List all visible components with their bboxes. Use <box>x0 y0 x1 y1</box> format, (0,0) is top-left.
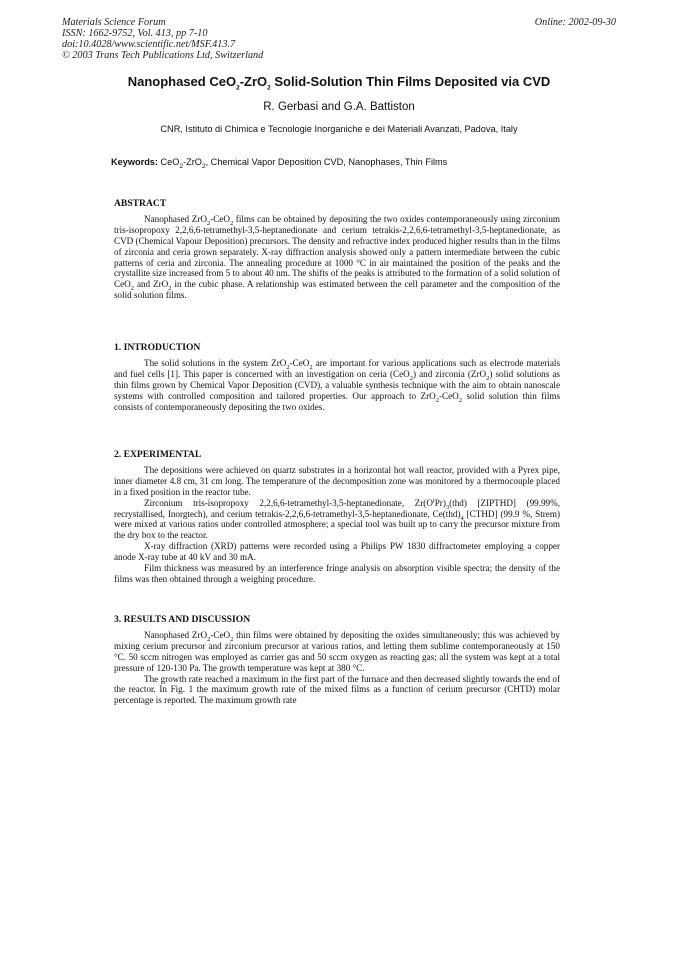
experimental-section <box>114 450 560 585</box>
results-heading: 3. RESULTS AND DISCUSSION <box>114 614 251 625</box>
copyright-line: © 2003 Trans Tech Publications Ltd, Switzerland <box>62 50 264 61</box>
introduction-heading: 1. INTRODUCTION <box>114 342 201 353</box>
results-paragraph-2: The growth rate reached a maximum in the first part of the furnace and then decreased slightly towards the end of the reactor. In Fig. 1 the maximum growth rate of the mixed films as a function of cerium precursor (CHTD) molar percentage is reported. The maximum growth rate <box>114 673 560 706</box>
doi-line: doi:10.4028/www.scientific.net/MSF.413.7 <box>62 39 236 50</box>
experimental-paragraph-3: X-ray diffraction (XRD) patterns were recorded using a Philips PW 1830 diffractometer employing a copper anode X-ray tube at 40 kV and 30 mA. <box>114 541 560 563</box>
experimental-paragraph-4: Film thickness was measured by an interference fringe analysis on absorption visible spectra; the density of the films was then obtained through a weighing procedure. <box>114 563 560 584</box>
journal-name: Materials Science Forum <box>62 17 166 28</box>
paper-title: Nanophased CeO$_2$-ZrO$_2$ Solid-Solution Thin Films Deposited via CVD <box>127 74 551 92</box>
results-section <box>114 615 560 706</box>
abstract-heading: ABSTRACT <box>114 198 167 209</box>
affiliation: CNR, Istituto di Chimica e Tecnologie Inorganiche e dei Materiali Avanzati, Padova, Italy <box>160 124 518 134</box>
abstract-paragraph: Nanophased ZrO$_2$-CeO$_2$ films can be obtained by depositing the two oxides contemporaneously using zirconium tris-isopropoxy 2,2,6,6-tetramethyl-3,5-heptanedionate and cerium tetrakis-2,2,6,6-tetramethyl-3,5-heptanedionate, as CVD (Chemical Vapour Deposition) precursors. The density and refractive index produced higher results than in the films of zirconia and ceria grown separately. X-ray diffraction analysis showed only a pattern intermediate between the cubic patterns of ceria and zirconia. The annealing procedure at 1000 °C in air maintained the position of the peaks and the crystallite size increased from 5 to about 40 nm. The shifts of the peaks is attributed to the formation of a solid solution of CeO$_2$ and ZrO$_2$ in the cubic phase. A relationship was estimated between the cell parameter and the composition of the solid solution films. <box>114 213 560 301</box>
journal-header <box>62 17 263 61</box>
abstract-section <box>114 199 560 301</box>
experimental-paragraph-2: Zirconium tris-isopropoxy 2,2,6,6-tetramethyl-3,5-heptanedionate, $Zr(O^iPr)_3(thd)$ [ZIPTHD] (99.99%, recrystallised, Inorgtech), and cerium tetrakis-2,2,6,6-tetramethyl-3,5-heptanedionate, $Ce(thd)_4$ [CTHD] (99.9 %, Strem) were mixed at various ratios under controlled atmosphere; a special tool was built up to carry the precursor mixture from the dry box to the reactor. <box>114 496 560 541</box>
introduction-paragraph: The solid solutions in the system ZrO$_2$-CeO$_2$ are important for various applications such as electrode materials and fuel cells [1]. This paper is concerned with an investigation on ceria (CeO$_2$) and zirconia (ZrO$_2$) solid solutions as thin films grown by Chemical Vapor Deposition (CVD), a valuable synthesis technique with the aim to obtain nanoscale systems with controlled composition and tailored properties. Our approach to ZrO$_2$-CeO$_2$ solid solution thin films consists of contemporaneously depositing the two oxides. <box>114 357 561 412</box>
results-paragraph-1: Nanophased ZrO$_2$-CeO$_2$ thin films were obtained by depositing the oxides simultaneously; this was achieved by mixing cerium precursor and zirconium precursor at various ratios, and letting them sublime contemporaneously at 150 °C. 50 sccm nitrogen was employed as carrier gas and 50 sccm oxygen as reacting gas; all the system was kept at a total pressure of 120-130 Pa. The growth temperature was kept at 380 °C. <box>114 629 560 673</box>
keywords-label: Keywords: <box>111 157 158 167</box>
authors: R. Gerbasi and G.A. Battiston <box>263 101 415 113</box>
online-date: Online: 2002-09-30 <box>534 17 616 28</box>
keywords: Keywords: CeO$_2$-ZrO$_2$, Chemical Vapor Deposition CVD, Nanophases, Thin Films <box>111 157 448 170</box>
issn-line: ISSN: 1662-9752, Vol. 413, pp 7-10 <box>62 28 208 39</box>
introduction-section <box>114 343 560 412</box>
experimental-heading: 2. EXPERIMENTAL <box>114 449 202 460</box>
experimental-paragraph-1: The depositions were achieved on quartz substrates in a horizontal hot wall reactor, provided with a Pyrex pipe, inner diameter 4.8 cm, 31 cm long. The temperature of the decomposition zone was monitored by a thermocouple placed in a fixed position in the reactor tube. <box>114 464 560 497</box>
